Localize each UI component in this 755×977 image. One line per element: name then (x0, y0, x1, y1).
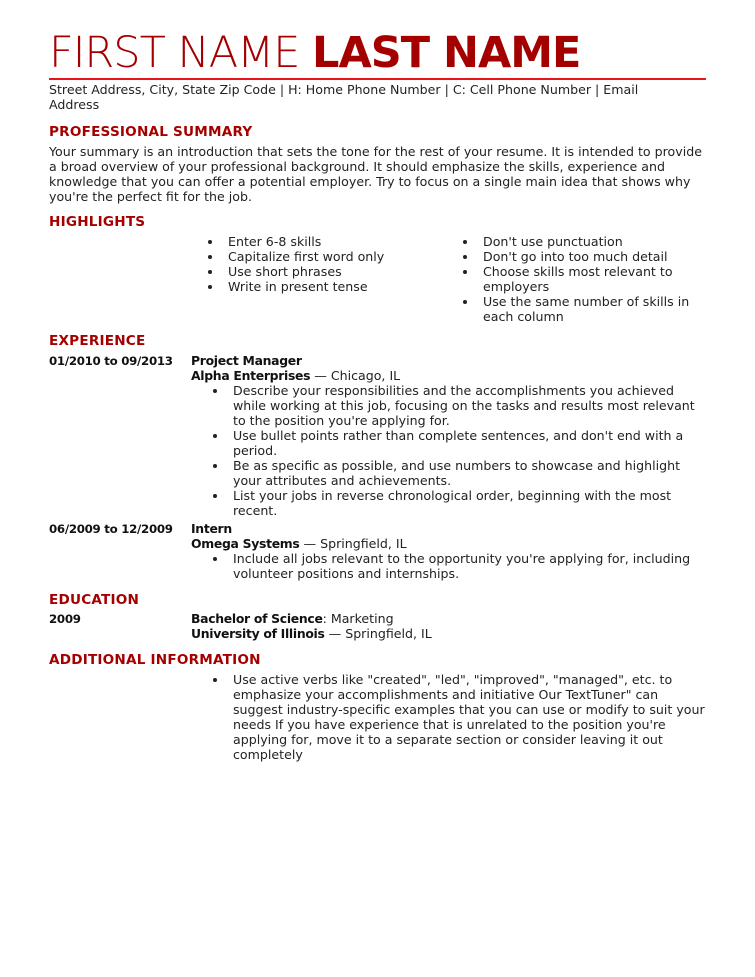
education-heading: EDUCATION (49, 592, 140, 608)
highlights-left-column (202, 234, 442, 294)
additional-heading: ADDITIONAL INFORMATION (49, 652, 261, 668)
school: University of Illinois (191, 626, 325, 641)
highlight-item: Use the same number of skills in each column (457, 294, 702, 324)
job-entry (191, 521, 711, 581)
last-name: LAST NAME (312, 28, 581, 78)
education-year: 2009 (49, 612, 81, 626)
highlights-heading: HIGHLIGHTS (49, 214, 146, 230)
job-dates: 06/2009 to 12/2009 (49, 522, 173, 536)
highlight-item: Capitalize first word only (202, 249, 442, 264)
highlight-item: Enter 6-8 skills (202, 234, 442, 249)
job-position: Intern (191, 521, 232, 536)
job-position: Project Manager (191, 353, 302, 368)
job-company-line (191, 368, 711, 383)
summary-heading: PROFESSIONAL SUMMARY (49, 124, 253, 140)
job-bullet: Include all jobs relevant to the opportunity you're applying for, including volunteer positions and internships. (207, 551, 707, 581)
job-bullet: Be as specific as possible, and use numbers to showcase and highlight your attributes and achievements. (207, 458, 707, 488)
major: : Marketing (322, 611, 394, 626)
first-name: FIRST NAME (49, 28, 300, 78)
additional-entry (191, 672, 711, 762)
highlight-item: Don't use punctuation (457, 234, 702, 249)
highlight-item: Choose skills most relevant to employers (457, 264, 702, 294)
job-dates: 01/2010 to 09/2013 (49, 354, 173, 368)
school-line (191, 626, 711, 641)
job-bullet: List your jobs in reverse chronological order, beginning with the most recent. (207, 488, 707, 518)
additional-bullet: Use active verbs like "created", "led", "improved", "managed", etc. to emphasize your accomplishments and initiative Our TextTuner" can suggest industry-specific examples that you can use or modify to suit your needs If you have experience that is unrelated to the position you're applying for, move it to a separate section or consider leaving it out completely (207, 672, 707, 762)
job-company-line (191, 536, 711, 551)
highlight-item: Don't go into too much detail (457, 249, 702, 264)
candidate-name (49, 28, 580, 78)
school-location: — Springfield, IL (324, 626, 432, 641)
job-entry (191, 353, 711, 518)
experience-heading: EXPERIENCE (49, 333, 146, 349)
summary-text: Your summary is an introduction that sets the tone for the rest of your resume. It is intended to provide a broad overview of your professional background. It should emphasize the skills, experience and knowledge that you can offer a potential employer. Try to focus on a single main idea that shows why you're the perfect fit for the job. (49, 144, 702, 204)
highlight-item: Write in present tense (202, 279, 442, 294)
degree: Bachelor of Science (191, 611, 323, 626)
header-rule (49, 78, 706, 80)
education-entry (191, 611, 711, 641)
job-bullet: Use bullet points rather than complete sentences, and don't end with a period. (207, 428, 707, 458)
job-company: Omega Systems (191, 536, 300, 551)
job-location: — Springfield, IL (299, 536, 407, 551)
job-location: — Chicago, IL (310, 368, 401, 383)
highlights-right-column (457, 234, 702, 324)
contact-info: Street Address, City, State Zip Code | H: Home Phone Number | C: Cell Phone Number | Email Address (49, 82, 639, 112)
job-bullet: Describe your responsibilities and the accomplishments you achieved while working at this job, focusing on the tasks and results most relevant to the position you're applying for. (207, 383, 707, 428)
highlight-item: Use short phrases (202, 264, 442, 279)
job-company: Alpha Enterprises (191, 368, 311, 383)
degree-line (191, 611, 711, 626)
